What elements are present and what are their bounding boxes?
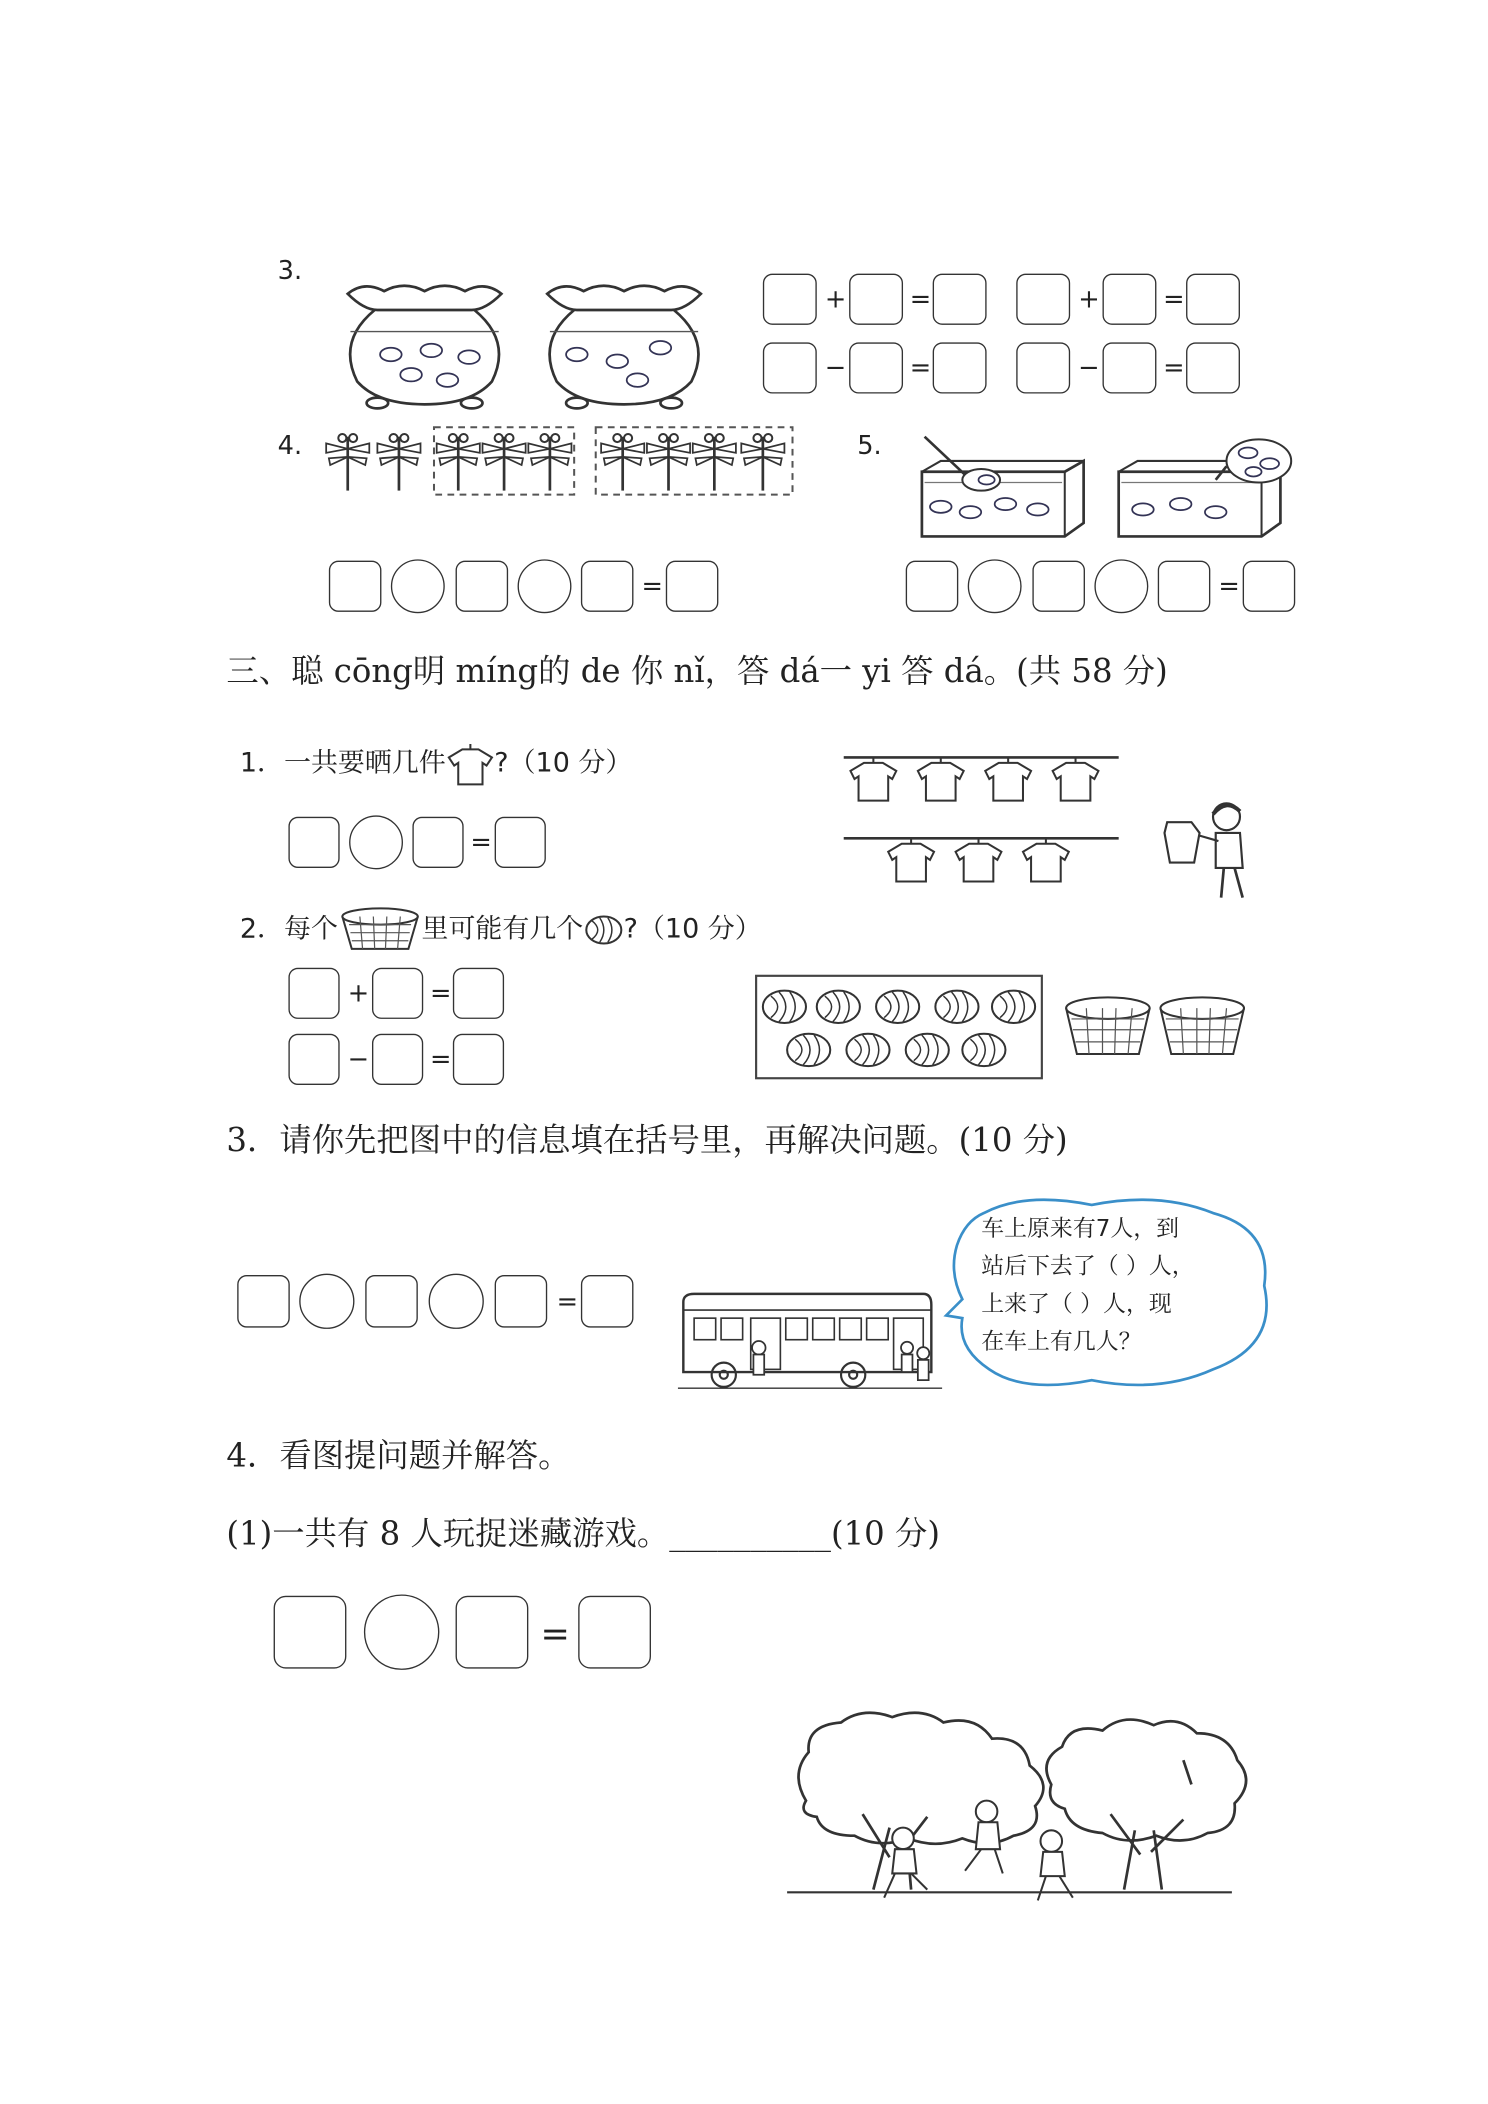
minus-sign: − [1078, 353, 1100, 383]
answer-box[interactable] [1103, 342, 1157, 393]
answer-box[interactable] [453, 1034, 504, 1085]
problem-4-text: 4．看图提问题并解答。 [226, 1436, 571, 1475]
answer-box[interactable] [1243, 561, 1296, 612]
operator-circle[interactable] [299, 1274, 354, 1329]
fish-tank-icon [1113, 434, 1302, 542]
answer-box[interactable] [763, 274, 817, 325]
answer-box[interactable] [412, 817, 463, 868]
plus-sign: + [824, 284, 847, 315]
operator-circle[interactable] [349, 815, 403, 869]
problem-4-sub: (1)一共有 8 人玩捉迷藏游戏。__________(10 分) [226, 1514, 940, 1553]
dragonfly-group [323, 426, 808, 501]
minus-sign: − [824, 353, 847, 383]
operator-circle[interactable] [429, 1274, 484, 1329]
basket-icon [338, 906, 422, 955]
answer-box[interactable] [1158, 561, 1211, 612]
plus-sign: + [1078, 284, 1100, 315]
question-5-number: 5. [857, 431, 882, 461]
bubble-line-2: 站后下去了（ ）人， [981, 1253, 1195, 1281]
equals-sign: = [429, 1044, 452, 1075]
answer-box[interactable] [237, 1275, 290, 1328]
equals-sign: = [1218, 571, 1240, 602]
answer-box[interactable] [581, 561, 634, 612]
answer-box[interactable] [372, 1034, 423, 1085]
question-3-number: 3. [277, 256, 303, 286]
equals-sign: = [429, 978, 452, 1009]
equals-sign: = [909, 353, 932, 383]
problem-1-text: 1．一共要晒几件 ?（10 分） [240, 741, 632, 787]
equals-sign: = [470, 827, 492, 858]
boy-icon [1159, 795, 1267, 903]
answer-box[interactable] [372, 968, 423, 1019]
basket-icon [1156, 995, 1248, 1060]
answer-box[interactable] [578, 1596, 651, 1669]
equals-sign: = [641, 571, 664, 602]
answer-box[interactable] [1016, 342, 1070, 393]
answer-box[interactable] [1032, 561, 1085, 612]
answer-box[interactable] [1186, 274, 1240, 325]
fish-bowl-icon [536, 280, 711, 408]
question-4-number: 4. [277, 431, 303, 461]
problem-2-text: 2．每个 里可能有几个 ?（10 分） [240, 906, 762, 955]
problem-3-text: 3．请你先把图中的信息填在括号里，再解决问题。(10 分) [226, 1121, 1068, 1160]
answer-box[interactable] [288, 817, 339, 868]
answer-box[interactable] [666, 561, 719, 612]
answer-box[interactable] [274, 1596, 347, 1669]
operator-circle[interactable] [364, 1594, 439, 1669]
bubble-line-4: 在车上有几人？ [981, 1328, 1142, 1356]
watermelon-icon [583, 914, 623, 946]
answer-box[interactable] [849, 274, 903, 325]
answer-box[interactable] [933, 274, 987, 325]
equals-sign: = [556, 1287, 579, 1317]
fish-bowl-icon [337, 280, 512, 408]
operator-circle[interactable] [1094, 559, 1148, 613]
answer-box[interactable] [1016, 274, 1070, 325]
answer-box[interactable] [849, 342, 903, 393]
fish-tank-icon [917, 434, 1090, 542]
plus-sign: + [347, 978, 370, 1009]
operator-circle[interactable] [968, 559, 1022, 613]
answer-box[interactable] [288, 1034, 339, 1085]
answer-box[interactable] [456, 1596, 529, 1669]
equals-sign: = [909, 284, 932, 315]
basket-icon [1062, 995, 1154, 1060]
answer-box[interactable] [365, 1275, 418, 1328]
answer-box[interactable] [329, 561, 382, 612]
answer-box[interactable] [456, 561, 509, 612]
bubble-line-1: 车上原来有7人，到 [981, 1215, 1180, 1243]
shirt-icon [446, 741, 495, 787]
part-3-heading: 三、聪 cōng明 míng的 de 你 nǐ，答 dá一 yi 答 dá。(共 58 分) [226, 652, 1168, 691]
minus-sign: − [347, 1044, 370, 1075]
answer-box[interactable] [453, 968, 504, 1019]
trees-icon [787, 1706, 1253, 1905]
equals-sign: = [1163, 284, 1185, 315]
watermelon-box [755, 974, 1043, 1079]
answer-box[interactable] [906, 561, 959, 612]
equals-sign: = [1163, 353, 1185, 383]
bubble-line-3: 上来了（ ）人，现 [981, 1291, 1172, 1319]
operator-circle[interactable] [518, 559, 572, 613]
answer-box[interactable] [495, 817, 546, 868]
operator-circle[interactable] [391, 559, 445, 613]
answer-box[interactable] [763, 342, 817, 393]
bus-icon [678, 1291, 948, 1393]
equals-sign: = [540, 1614, 570, 1656]
answer-box[interactable] [495, 1275, 548, 1328]
answer-box[interactable] [288, 968, 339, 1019]
answer-box[interactable] [933, 342, 987, 393]
answer-box[interactable] [1103, 274, 1157, 325]
answer-box[interactable] [1186, 342, 1240, 393]
answer-box[interactable] [581, 1275, 634, 1328]
